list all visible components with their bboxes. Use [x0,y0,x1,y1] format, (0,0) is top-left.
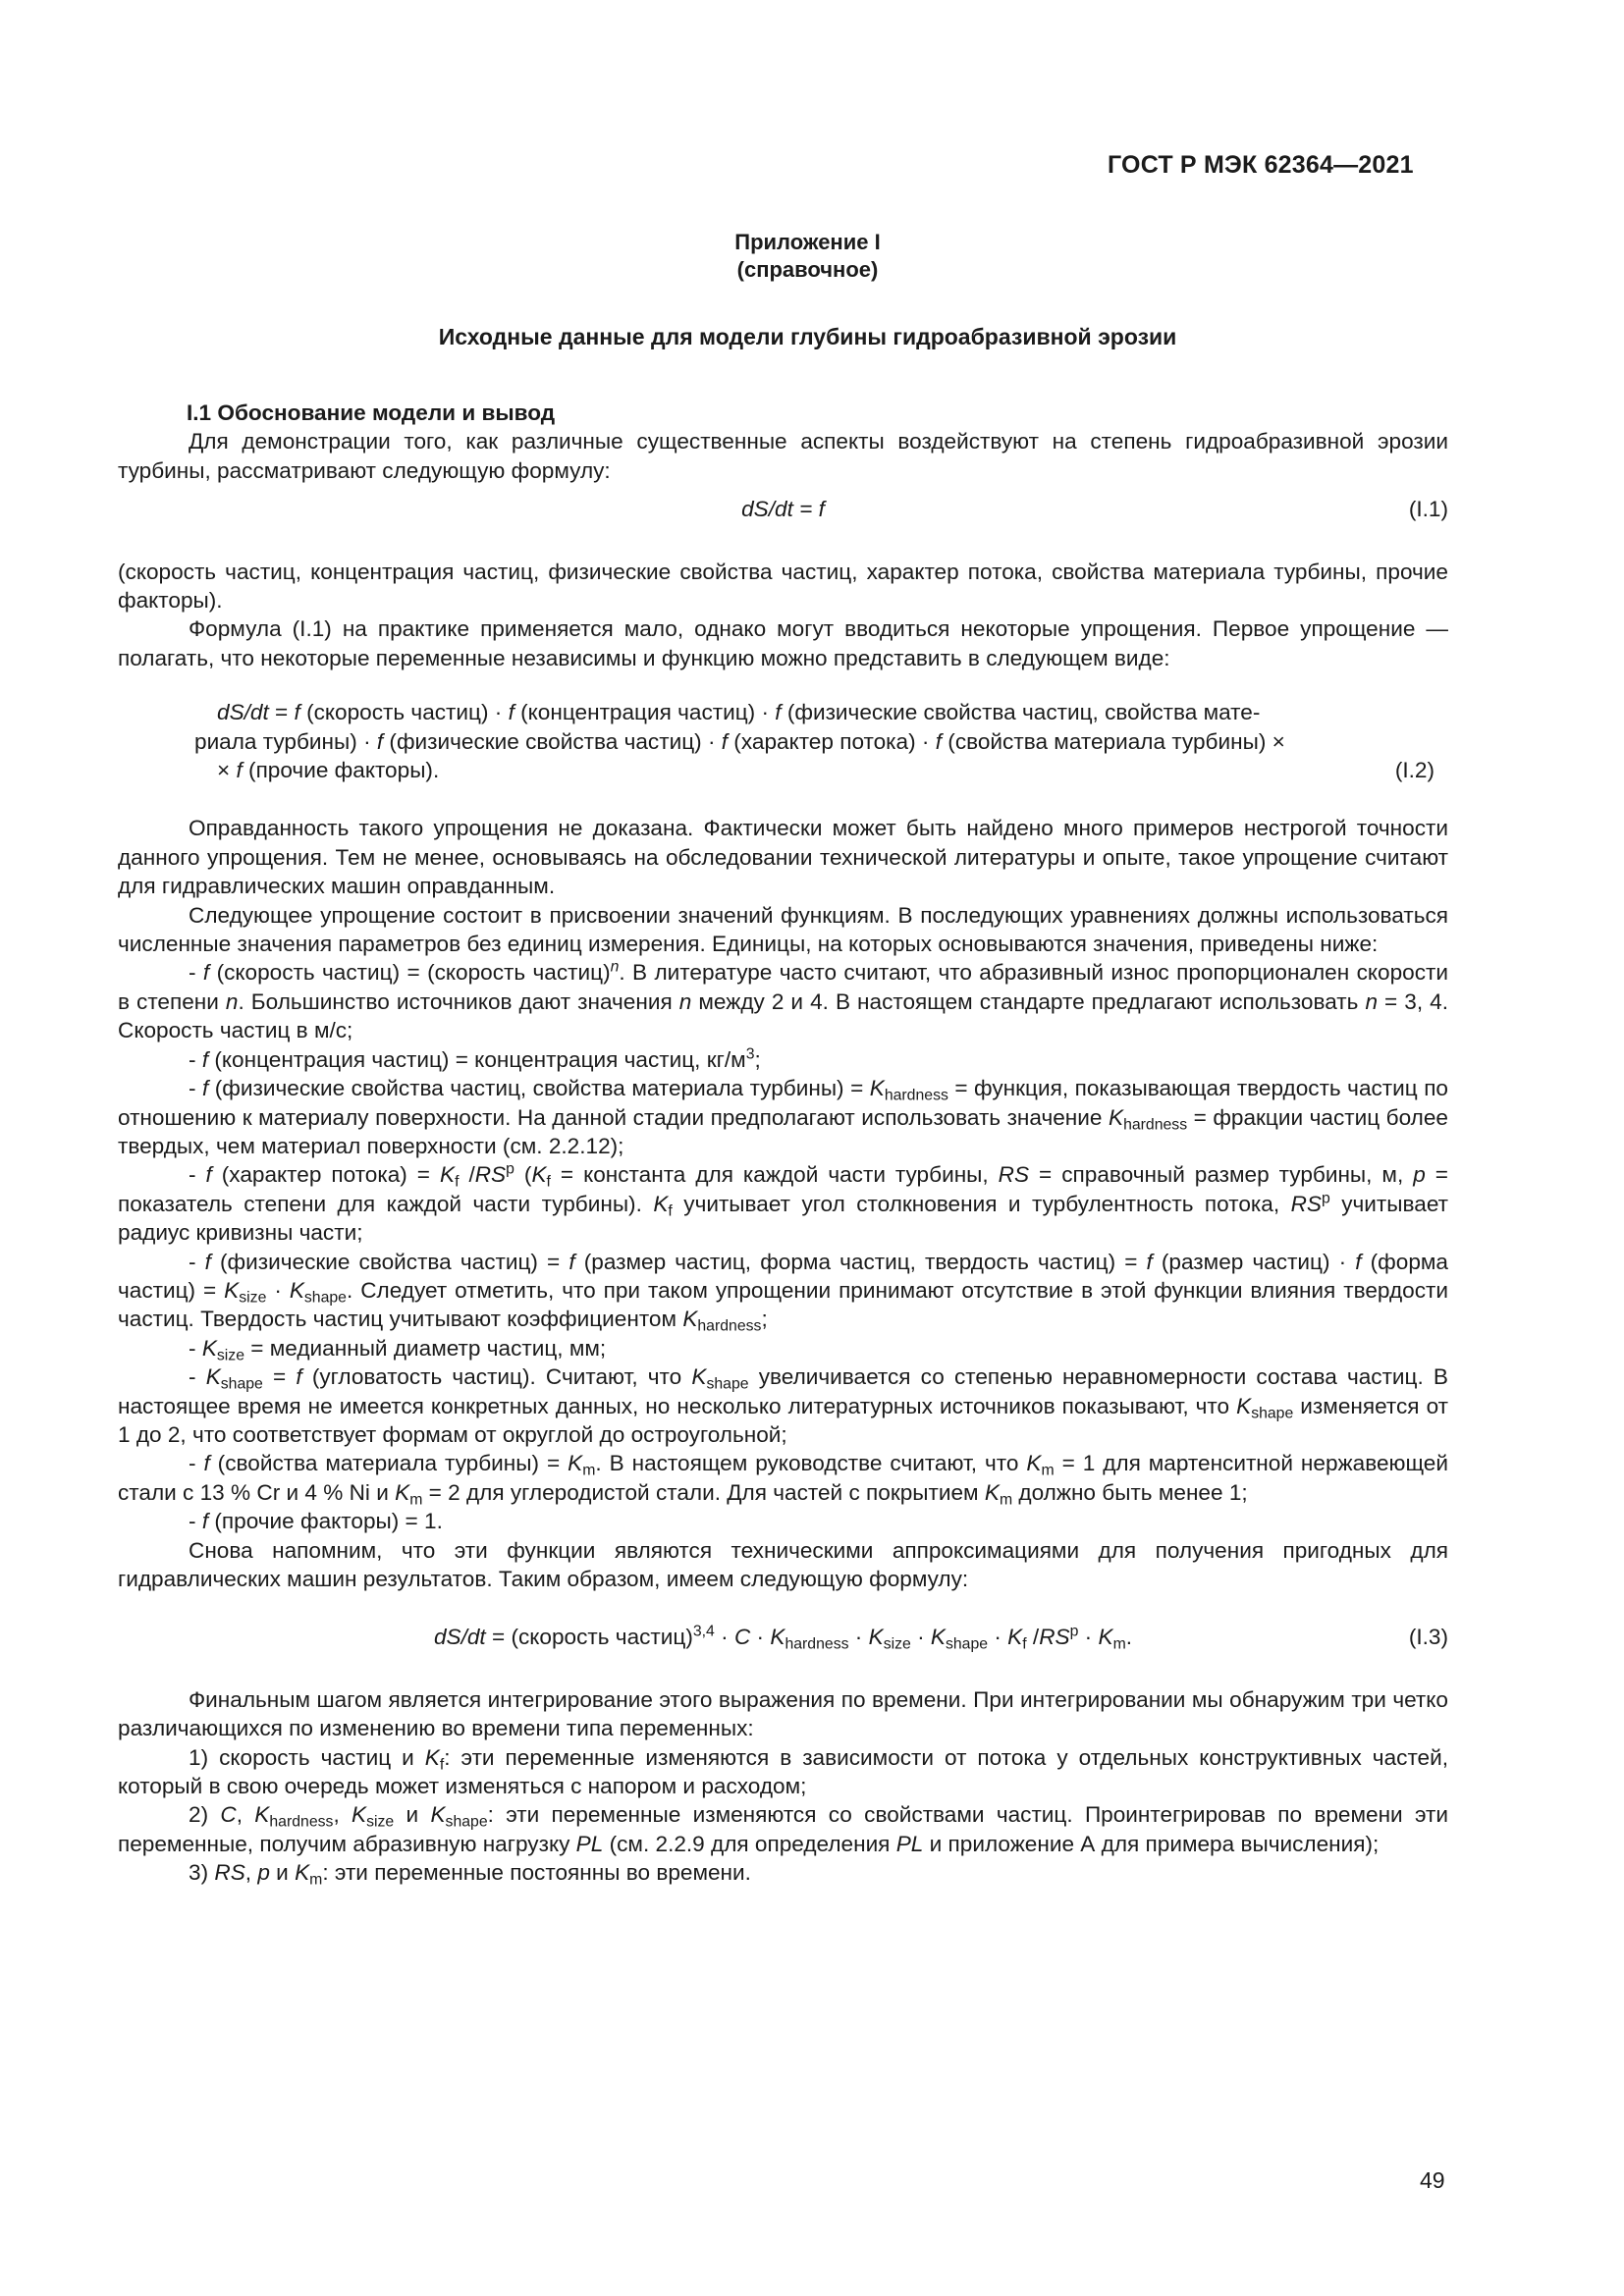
appendix-heading [118,229,1497,284]
main-title: Исходные данные для модели глубины гидроабразивной эрозии [438,324,1177,349]
appendix-kind: (справочное) [736,257,879,282]
section-heading [118,399,1448,427]
equation-I1 [118,495,1448,523]
section-title: Обоснование модели и вывод [217,400,556,425]
list-item-concentration: - f (концентрация частиц) = концентрация частиц, $кг/м^3$; [189,1045,761,1072]
section-number: I.1 [187,400,212,425]
paragraph-approximation: Снова напомним, что эти функции являются техническими аппроксимациями для получения пригодных для гидравлических машин результатов. Таким образом, имеем следующую формулу: [118,1537,1448,1592]
page-number: 49 [1420,2167,1445,2193]
equation-I3-number: (I.3) [1408,1625,1448,1650]
list-item-material: - f (свойства материала турбины) = $K_m$. В настоящем руководстве считают, что $K_m = 1$ для мартенситной нержавеющей стали с 13 % Cr и 4 % Ni и $K_m = 2$ для углеродистой стали. Для частей с покрытием $K_m$ должно быть менее 1; [118,1451,1448,1509]
document-body [118,399,1448,1888]
paragraph-intro: Для демонстрации того, как различные существенные аспекты воздействуют на степень гидроабразивной эрозии турбины, рассматривают следующую формулу: [118,429,1448,483]
paragraph-units: Следующее упрощение состоит в присвоении значений функциям. В последующих уравнениях должны использоваться численные значения параметров без единиц измерения. Единицы, на которых основываются значения, приведены ниже: [118,902,1448,957]
numbered-item-2: 2) C, $K_{hardness}$, $K_{size}$ и $K_{shape}$: эти переменные изменяются со свойствами частиц. Проинтегрировав по времени эти переменные, получим абразивную нагрузку PL (см. 2.2.9 для определения PL и приложение А для примера вычисления); [118,1802,1448,1856]
equation-I1-expression: dS/dt = f [741,497,825,522]
equation-I3-expression: dS/dt = (скорость частиц)$^{3,4}$ · $C \cdot K_{hardness} \cdot K_{size} \cdot K_{shape} \cdot K_f$ $/RS^p \cdot K_m$. [433,1623,1133,1654]
paragraph-factors-list: (скорость частиц, концентрация частиц, физические свойства частиц, характер потока, свойства материала турбины, прочие факторы). [118,559,1448,614]
equation-I1-number: (I.1) [1408,497,1448,522]
paragraph-integration: Финальным шагом является интегрирование этого выражения по времени. При интегрировании мы обнаружим три четко различающихся по изменению во времени типа переменных: [118,1686,1448,1741]
equation-I2: dS/dt = f (скорость частиц) · f (концентрация частиц) · f (физические свойства частиц, свойства мате- риала турбины) · f (физические свойства частиц) · f (характер потока) · f (свойства материала турбины) × × f (прочие факторы). (I.2) [118,698,1448,784]
list-item-other: - f (прочие факторы) = 1. [189,1509,443,1534]
standard-code-header: ГОСТ Р МЭК 62364—2021 [1108,151,1414,179]
numbered-item-1: 1) скорость частиц и $K_f$: эти переменные изменяются в зависимости от потока у отдельных конструктивных частей, который в свою очередь может изменяться с напором и расходом; [118,1744,1449,1799]
equation-I2-number: (I.2) [1394,758,1435,783]
paragraph-justification: Оправданность такого упрощения не доказана. Фактически может быть найдено много примеров нестрогой точности данного упрощения. Тем не менее, основываясь на обследовании технической литературы и опыте, такое упрощение считают для гидравлических машин оправданным. [118,816,1448,899]
appendix-title: Приложение I [734,230,881,254]
paragraph-simplification: Формула (I.1) на практике применяется мало, однако могут вводиться некоторые упрощения. Первое упрощение — полагать, что некоторые переменные независимы и функцию можно представить в следующем виде: [118,616,1448,670]
equation-I3 [118,1623,1448,1654]
list-item-velocity: - f (скорость частиц) = (скорость частиц)$^n$. В литературе часто считают, что абразивный износ пропорционален скорости в степени n. Большинство источников дают значения n между 2 и 4. В настоящем стандарте предлагают использовать n = 3, 4. Скорость частиц в м/с; [118,958,1448,1043]
list-item-flow: - f (характер потока) = $K_f$ $/RS^p$ ($K_f$ = константа для каждой части турбины, RS = справочный размер турбины, м, p = показатель степени для каждой части турбины). $K_f$ учитывает угол столкновения и турбулентность потока, $RS^p$ учитывает радиус кривизны части; [118,1160,1448,1246]
list-item-particle-properties: - f (физические свойства частиц) = f (размер частиц, форма частиц, твердость частиц) = f (размер частиц) · f (форма частиц) = $K_{size} \cdot K_{shape}$. Следует отметить, что при таком упрощении принимают отсутствие в этой функции влияния твердости частиц. Твердость частиц учитывают коэффициентом $K_{hardness}$; [118,1249,1448,1336]
list-item-shape: - $K_{shape} = f$ (угловатость частиц). Считают, что $K_{shape}$ увеличивается со степенью неравномерности состава частиц. В настоящее время не имеется конкретных данных, но несколько литературных источников показывают, что $K_{shape}$ изменяется от 1 до 2, что соответствует формам от округлой до остроугольной; [118,1364,1448,1447]
numbered-item-3: 3) RS, p и $K_m$: эти переменные постоянны во времени. [189,1860,751,1889]
list-item-hardness: - f (физические свойства частиц, свойства материала турбины) = $K_{hardness}$ = функция, показывающая твердость частиц по отношению к материалу поверхности. На данной стадии предполагают использовать значение $K_{hardness}$ = фракции частиц более твердых, чем материал поверхности (см. 2.2.12); [118,1076,1449,1158]
list-item-size: - $K_{size}$ = медианный диаметр частиц, мм; [189,1335,607,1364]
